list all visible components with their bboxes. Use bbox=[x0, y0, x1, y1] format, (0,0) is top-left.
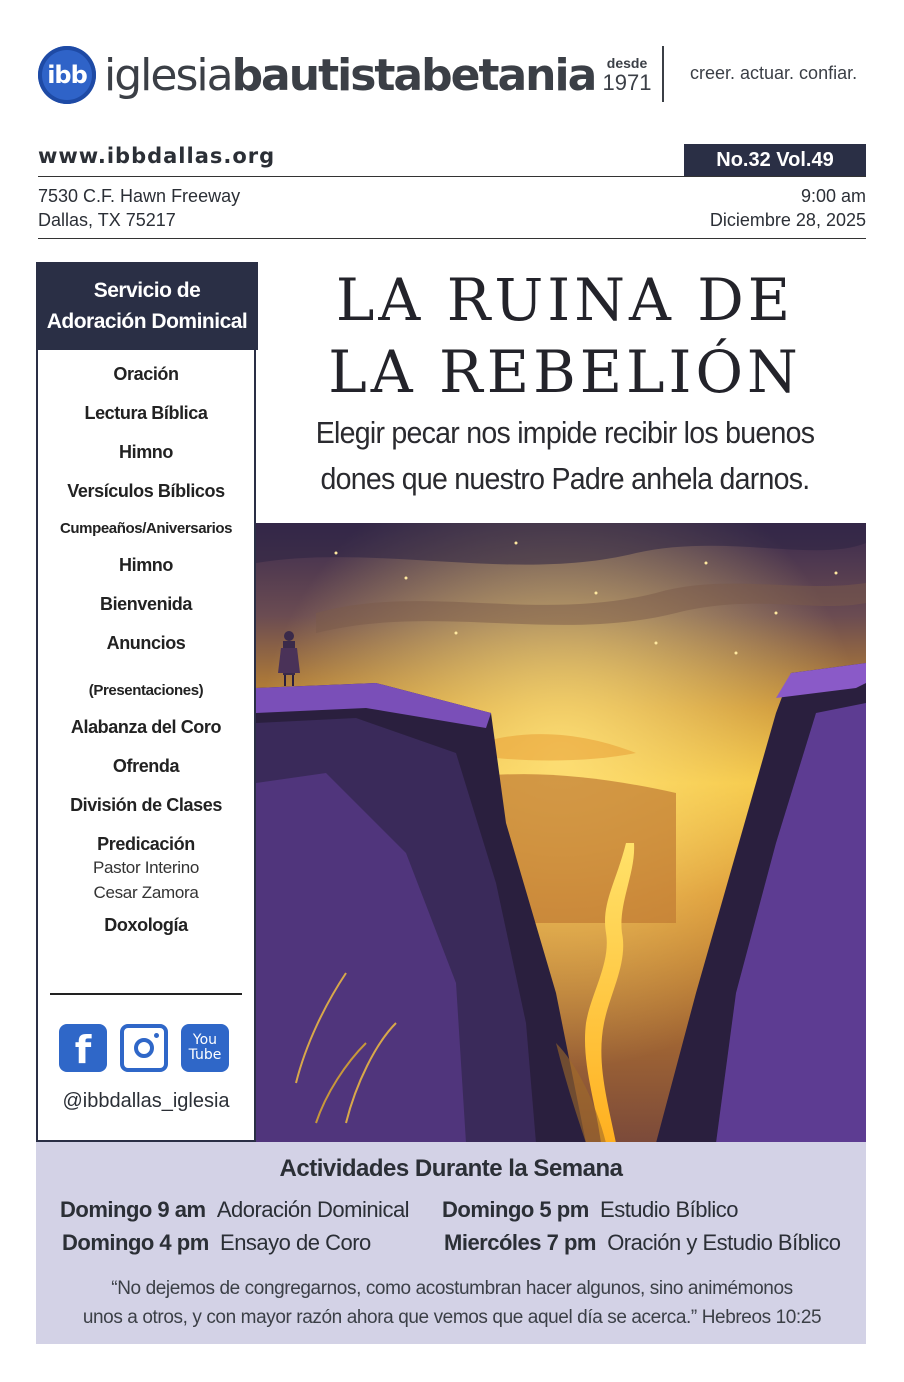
instagram-lens bbox=[134, 1038, 154, 1058]
service-item: Lectura Bíblica bbox=[84, 403, 208, 423]
service-item: Oración bbox=[113, 364, 179, 384]
order-of-service-heading bbox=[36, 262, 258, 350]
activity-what: Adoración Dominical bbox=[216, 1197, 410, 1222]
activities-heading: Actividades Durante la Semana bbox=[279, 1155, 623, 1182]
youtube-icon[interactable] bbox=[181, 1024, 229, 1072]
service-item: Versículos Bíblicos bbox=[67, 481, 225, 501]
service-date: Diciembre 28, 2025 bbox=[709, 210, 866, 230]
heading-line2: Adoración Dominical bbox=[46, 310, 248, 333]
activity-row bbox=[60, 1197, 409, 1223]
service-item: Predicación bbox=[97, 834, 195, 854]
activity-row bbox=[444, 1230, 840, 1256]
service-item: Himno bbox=[119, 442, 173, 462]
social-handle[interactable]: @ibbdallas_iglesia bbox=[62, 1090, 230, 1112]
canyon-illustration bbox=[256, 523, 866, 1143]
preacher-name: Cesar Zamora bbox=[93, 883, 199, 902]
church-logo bbox=[38, 46, 96, 104]
sermon-subtitle-line2: dones que nuestro Padre anhela darnos. bbox=[320, 461, 810, 496]
address bbox=[38, 184, 240, 232]
youtube-text-1: You bbox=[192, 1032, 218, 1048]
desde-year: 1971 bbox=[602, 70, 652, 95]
service-item: Bienvenida bbox=[99, 594, 193, 614]
service-time-date bbox=[710, 184, 866, 232]
instagram-dot bbox=[154, 1033, 159, 1038]
brand-light: iglesia bbox=[104, 50, 232, 101]
service-item: Doxología bbox=[104, 915, 188, 935]
activity-when: Domingo 9 am bbox=[60, 1197, 206, 1222]
facebook-icon[interactable] bbox=[59, 1024, 107, 1072]
divider-top bbox=[38, 176, 866, 177]
sermon-title-line2: LA REBELIÓN bbox=[328, 338, 802, 406]
address-line1: 7530 C.F. Hawn Freeway bbox=[38, 186, 241, 206]
logo-text: ibb bbox=[47, 61, 87, 89]
preacher-role: Pastor Interino bbox=[92, 858, 200, 877]
service-item: División de Clases bbox=[70, 795, 222, 815]
service-item: Alabanza del Coro bbox=[70, 717, 222, 737]
facebook-glyph: f bbox=[74, 1028, 92, 1072]
sermon-subtitle-line1: Elegir pecar nos impide recibir los buenos bbox=[315, 415, 815, 450]
church-name bbox=[104, 46, 595, 106]
activity-row bbox=[62, 1230, 371, 1256]
divider-bottom bbox=[38, 238, 866, 239]
tagline: creer. actuar. confiar. bbox=[690, 63, 858, 83]
quote-line2: unos a otros, y con mayor razón ahora que vemos que aquel día se acerca.” Hebreos 10:25 bbox=[82, 1307, 822, 1328]
brand-bold: bautistabetania bbox=[231, 50, 596, 101]
activity-what: Ensayo de Coro bbox=[220, 1230, 371, 1255]
sidebar-rule bbox=[50, 993, 242, 995]
sermon-title bbox=[270, 264, 860, 408]
activity-row bbox=[442, 1197, 738, 1223]
service-item: Cumpeaños/Aniversarios bbox=[59, 520, 233, 537]
sermon-subtitle bbox=[294, 410, 837, 502]
youtube-text-2: Tube bbox=[188, 1047, 222, 1063]
website-link[interactable]: www.ibbdallas.org bbox=[38, 144, 276, 168]
sermon-title-line1: LA RUINA DE bbox=[335, 266, 795, 334]
service-item: Ofrenda bbox=[112, 756, 180, 776]
service-time: 9:00 am bbox=[800, 186, 866, 206]
address-line2: Dallas, TX 75217 bbox=[38, 210, 176, 230]
desde-label: desde bbox=[606, 55, 648, 71]
founded-block bbox=[602, 55, 652, 95]
activity-what: Oración y Estudio Bíblico bbox=[607, 1230, 841, 1255]
header-divider bbox=[662, 46, 664, 102]
activity-what: Estudio Bíblico bbox=[600, 1197, 739, 1222]
issue-badge: No.32 Vol.49 bbox=[684, 144, 866, 176]
service-item: (Presentaciones) bbox=[88, 682, 204, 699]
activity-when: Domingo 4 pm bbox=[62, 1230, 209, 1255]
service-item: Himno bbox=[119, 555, 173, 575]
instagram-icon[interactable] bbox=[120, 1024, 168, 1072]
activity-when: Domingo 5 pm bbox=[442, 1197, 589, 1222]
scripture-quote bbox=[52, 1274, 852, 1332]
heading-line1: Servicio de bbox=[93, 279, 201, 302]
service-list bbox=[38, 364, 254, 936]
quote-line1: “No dejemos de congregarnos, como acostumbran hacer algunos, sino animémonos bbox=[111, 1278, 793, 1299]
activity-when: Miercóles 7 pm bbox=[444, 1230, 596, 1255]
sermon-illustration bbox=[256, 523, 866, 1143]
service-item: Anuncios bbox=[106, 633, 186, 653]
